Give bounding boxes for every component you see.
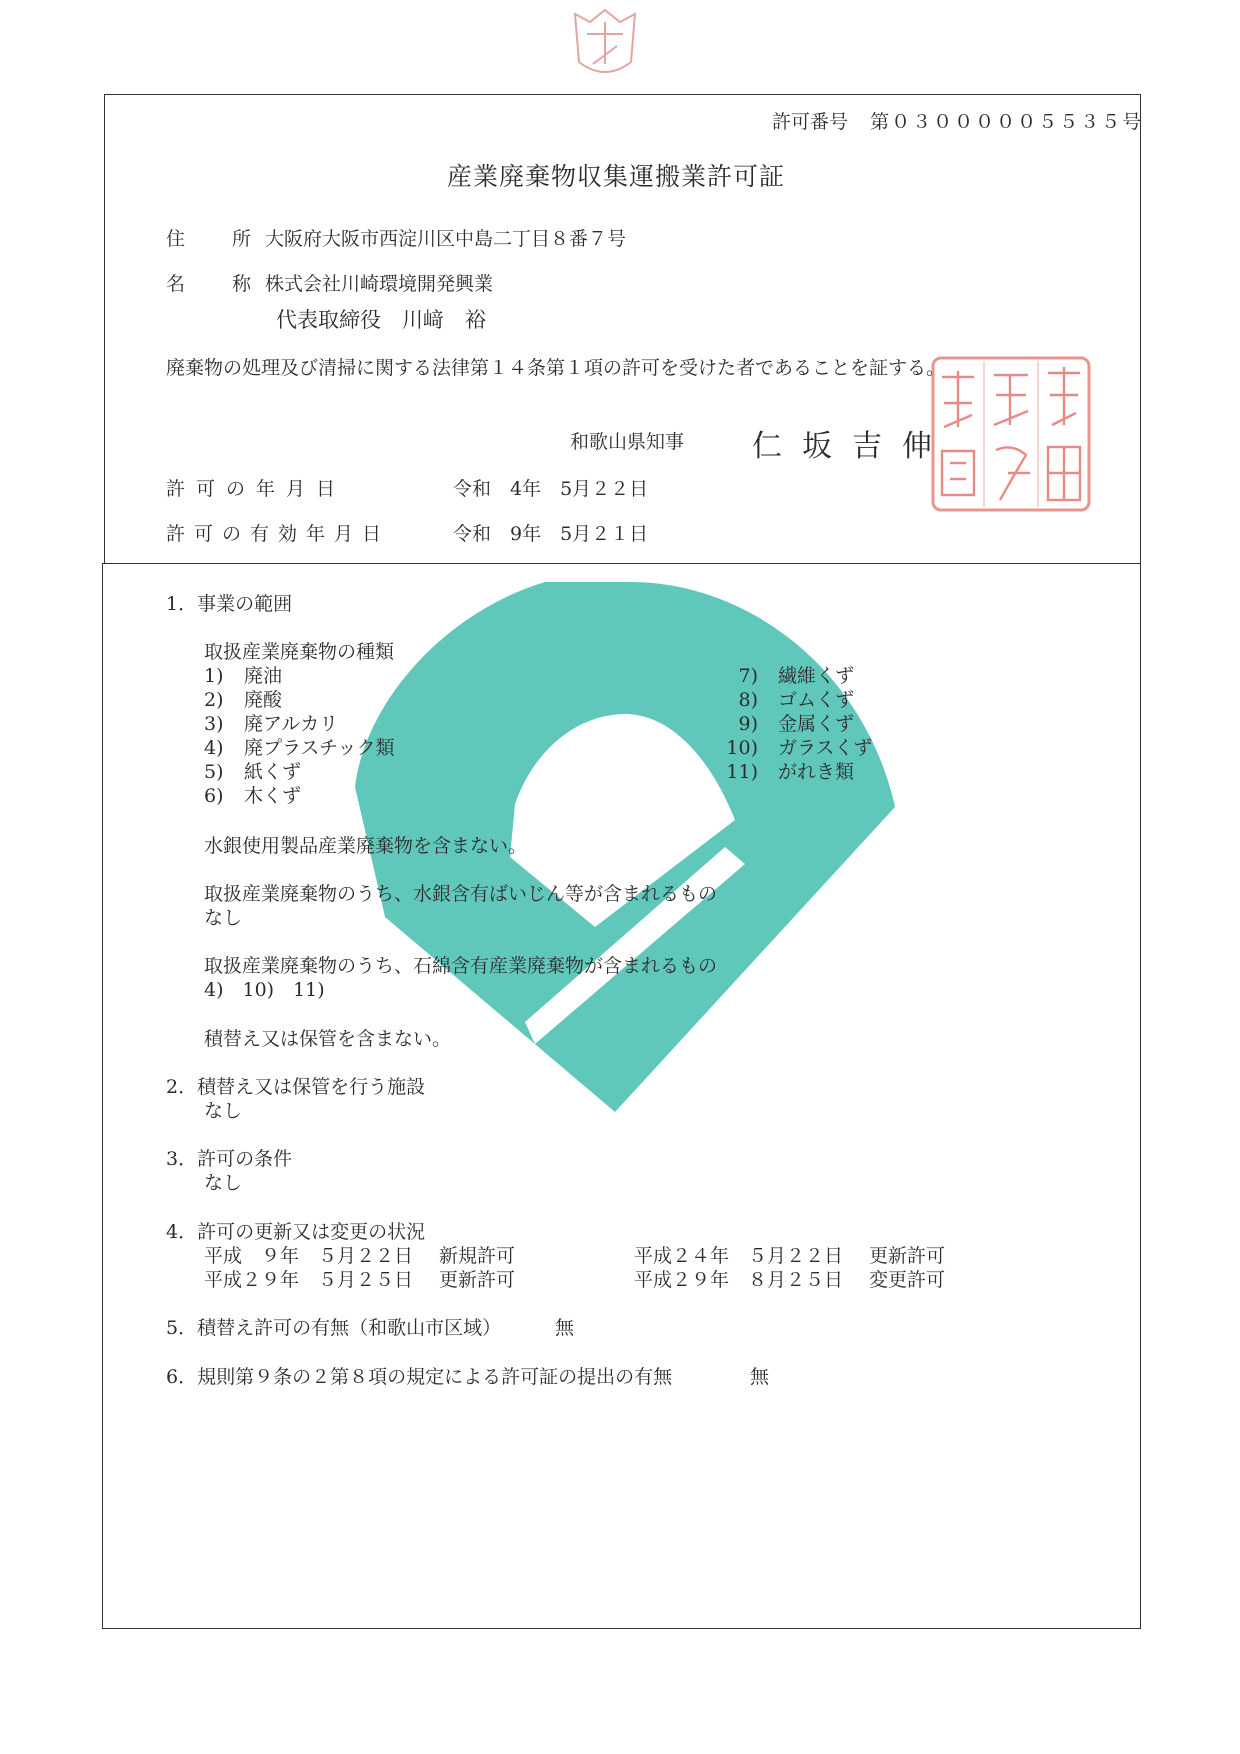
asbestos-value: 4) 10) 11) <box>204 979 325 1001</box>
section-4-heading: 4．許可の更新又は変更の状況 <box>166 1221 426 1243</box>
history-row: 平成２９年 ５月２５日 更新許可 <box>204 1269 516 1291</box>
list-item: 11) がれき類 <box>726 761 855 783</box>
section-1-heading: 1．事業の範囲 <box>166 593 293 615</box>
address-label: 住 所 <box>166 228 266 250</box>
history-row: 平成２４年 ５月２２日 更新許可 <box>634 1245 946 1267</box>
section-2-heading: 2．積替え又は保管を行う施設 <box>166 1076 426 1098</box>
list-item: 5) 紙くず <box>204 761 302 783</box>
representative: 代表取締役 川﨑 裕 <box>276 308 486 332</box>
issuer-name: 仁坂吉伸 <box>752 429 952 464</box>
list-item: 2) 廃酸 <box>204 689 283 711</box>
history-row: 平成 ９年 ５月２２日 新規許可 <box>204 1245 516 1267</box>
storage-note: 積替え又は保管を含まない。 <box>204 1028 452 1050</box>
section-2-value: なし <box>204 1100 243 1122</box>
valid-until-label: 許可の有効年月日 <box>166 523 391 545</box>
company-name: 株式会社川崎環境開発興業 <box>265 273 494 295</box>
mercury-soot-value: なし <box>204 907 243 929</box>
permit-date-label: 許可の年月日 <box>166 478 347 500</box>
valid-until-date: 令和 9年 5月２１日 <box>453 523 649 545</box>
waste-types-heading: 取扱産業廃棄物の種類 <box>204 641 395 663</box>
permit-number: 第０３０００００５５３５号 <box>870 111 1144 133</box>
address: 大阪府大阪市西淀川区中島二丁目８番７号 <box>265 228 627 250</box>
section-5-value: 無 <box>555 1317 575 1339</box>
list-item: 7) 繊維くず <box>738 665 855 687</box>
list-item: 6) 木くず <box>204 785 302 807</box>
document-title: 産業廃棄物収集運搬業許可証 <box>447 162 786 191</box>
section-3-heading: 3．許可の条件 <box>166 1148 293 1170</box>
governor-seal <box>930 355 1092 513</box>
name-label: 名 称 <box>166 273 266 295</box>
section-3-value: なし <box>204 1172 243 1194</box>
mercury-products-note: 水銀使用製品産業廃棄物を含まない。 <box>204 835 528 857</box>
list-item: 8) ゴムくず <box>738 689 855 711</box>
permit-date: 令和 4年 5月２２日 <box>453 478 649 500</box>
top-seal-mark <box>565 4 645 82</box>
list-item: 10) ガラスくず <box>726 737 873 759</box>
permit-number-label: 許可番号 <box>772 111 849 133</box>
certification-text: 廃棄物の処理及び清掃に関する法律第１４条第１項の許可を受けた者であることを証する。 <box>166 357 946 379</box>
list-item: 4) 廃プラスチック類 <box>204 737 395 759</box>
list-item: 1) 廃油 <box>204 665 283 687</box>
list-item: 9) 金属くず <box>738 713 855 735</box>
section-5-heading: 5．積替え許可の有無（和歌山市区域） <box>166 1317 502 1339</box>
history-row: 平成２９年 ８月２５日 変更許可 <box>634 1269 946 1291</box>
list-item: 3) 廃アルカリ <box>204 713 339 735</box>
issuer-title: 和歌山県知事 <box>570 431 685 453</box>
section-6-value: 無 <box>750 1366 770 1388</box>
asbestos-heading: 取扱産業廃棄物のうち、石綿含有産業廃棄物が含まれるもの <box>204 955 718 977</box>
mercury-soot-heading: 取扱産業廃棄物のうち、水銀含有ばいじん等が含まれるもの <box>204 883 718 905</box>
section-6-heading: 6．規則第９条の２第８項の規定による許可証の提出の有無 <box>166 1366 673 1388</box>
